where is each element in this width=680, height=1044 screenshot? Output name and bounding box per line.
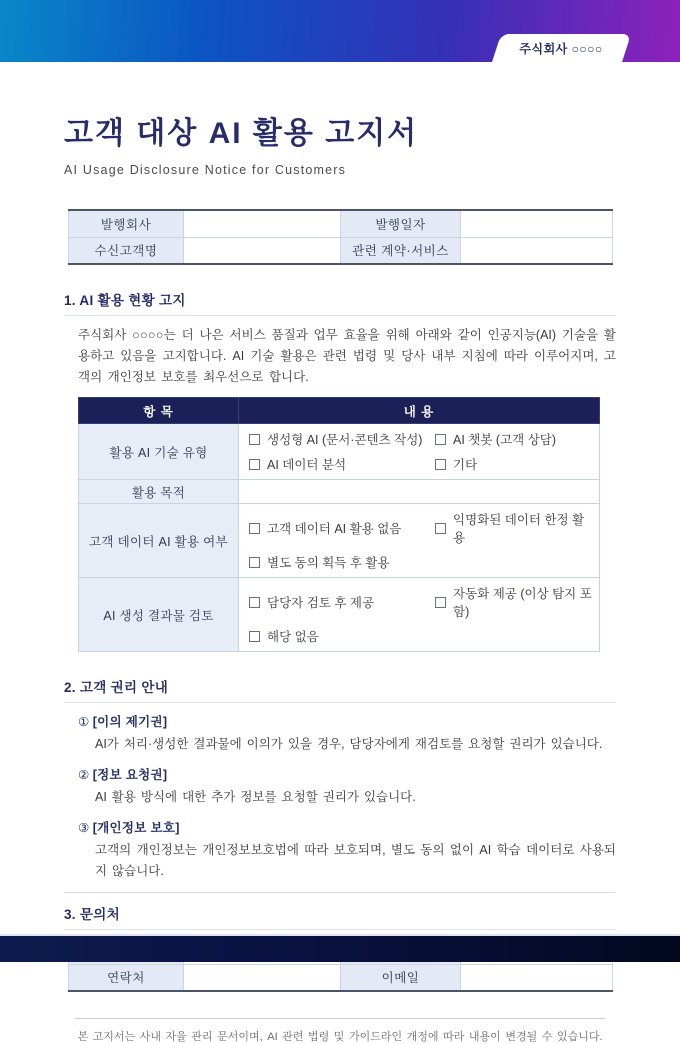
checkbox-icon bbox=[249, 434, 260, 445]
email-value-cell[interactable] bbox=[461, 964, 613, 991]
item-description: 고객의 개인정보는 개인정보보호법에 따라 보호되며, 별도 동의 없이 AI 학습 데이터로 사용되지 않습니다. bbox=[95, 843, 616, 878]
option-ai-data-analysis[interactable]: AI 데이터 분석 bbox=[249, 455, 435, 473]
table-row bbox=[69, 237, 613, 264]
option-automated-delivery[interactable]: 자동화 제공 (이상 탐지 포함) bbox=[435, 584, 595, 620]
item-title: [정보 요청권] bbox=[92, 768, 168, 782]
item-description: AI가 처리·생성한 결과물에 이의가 있을 경우, 담당자에게 재검토를 요청할 권리가 있습니다. bbox=[95, 737, 603, 751]
item-number: ② bbox=[78, 768, 90, 782]
brand-header-bar bbox=[0, 0, 680, 62]
option-anonymized-only[interactable]: 익명화된 데이터 한정 활용 bbox=[435, 510, 595, 546]
checkbox-icon bbox=[249, 523, 260, 534]
right-item-privacy bbox=[78, 818, 616, 882]
section1-heading: 1. AI 활용 현황 고지 bbox=[64, 289, 616, 316]
item-title: [개인정보 보호] bbox=[92, 821, 180, 835]
company-badge bbox=[492, 34, 631, 62]
item-title: [이의 제기권] bbox=[92, 715, 168, 729]
item-number: ③ bbox=[78, 821, 90, 835]
table-row bbox=[79, 578, 600, 652]
checkbox-icon bbox=[249, 631, 260, 642]
checkbox-icon bbox=[435, 459, 446, 470]
row-label-ai-type: 활용 AI 기술 유형 bbox=[79, 424, 239, 480]
checkbox-icon bbox=[249, 459, 260, 470]
option-etc[interactable]: 기타 bbox=[435, 455, 595, 473]
option-human-review[interactable]: 담당자 검토 후 제공 bbox=[249, 584, 435, 620]
ai-usage-table bbox=[78, 397, 600, 652]
issuer-value-cell[interactable] bbox=[184, 210, 341, 237]
table-row bbox=[69, 964, 613, 991]
section2-heading: 2. 고객 권리 안내 bbox=[64, 676, 616, 703]
right-item-information bbox=[78, 765, 616, 808]
recipient-value-cell[interactable] bbox=[184, 237, 341, 264]
purpose-value-cell[interactable] bbox=[239, 480, 600, 504]
option-not-applicable[interactable]: 해당 없음 bbox=[249, 627, 435, 645]
checkbox-icon bbox=[435, 434, 446, 445]
checkbox-icon bbox=[435, 523, 446, 534]
checkbox-icon bbox=[435, 597, 446, 608]
section3-heading: 3. 문의처 bbox=[64, 903, 616, 930]
checkbox-icon bbox=[249, 557, 260, 568]
table-row bbox=[79, 424, 600, 480]
related-service-label: 관련 계약·서비스 bbox=[341, 237, 461, 264]
row-label-output-review: AI 생성 결과물 검토 bbox=[79, 578, 239, 652]
item-description: AI 활용 방식에 대한 추가 정보를 요청할 권리가 있습니다. bbox=[95, 790, 416, 804]
column-header-content: 내 용 bbox=[239, 398, 600, 424]
table-row bbox=[79, 504, 600, 578]
table-row bbox=[79, 480, 600, 504]
issuer-label: 발행회사 bbox=[69, 210, 184, 237]
document-body bbox=[0, 108, 680, 1044]
option-ai-chatbot[interactable]: AI 챗봇 (고객 상담) bbox=[435, 430, 595, 448]
document-info-table bbox=[68, 209, 613, 265]
right-item-objection bbox=[78, 712, 616, 755]
section-divider bbox=[64, 892, 616, 893]
page-subtitle: AI Usage Disclosure Notice for Customers bbox=[64, 163, 347, 177]
issue-date-label: 발행일자 bbox=[341, 210, 461, 237]
table-row bbox=[69, 210, 613, 237]
section1-paragraph: 주식회사 ○○○○는 더 나은 서비스 품질과 업무 효율을 위해 아래와 같이 인공지능(AI) 기술을 활용하고 있음을 고지합니다. AI 기술 활용은 관련 법령 및 당사 내부 지침에 따라 이루어지며, 고객의 개인정보 보호를 최우선으로 합니다. bbox=[78, 328, 616, 384]
phone-value-cell[interactable] bbox=[184, 964, 341, 991]
company-badge-label: 주식회사 ○○○○ bbox=[519, 41, 604, 56]
brand-footer-bar bbox=[0, 934, 680, 962]
column-header-item: 항 목 bbox=[79, 398, 239, 424]
row-label-customer-data: 고객 데이터 AI 활용 여부 bbox=[79, 504, 239, 578]
footer-divider bbox=[75, 1018, 605, 1019]
row-label-purpose: 활용 목적 bbox=[79, 480, 239, 504]
option-no-customer-data[interactable]: 고객 데이터 AI 활용 없음 bbox=[249, 510, 435, 546]
option-separate-consent[interactable]: 별도 동의 획득 후 활용 bbox=[249, 553, 435, 571]
checkbox-icon bbox=[249, 597, 260, 608]
item-number: ① bbox=[78, 715, 90, 729]
option-generative-ai[interactable]: 생성형 AI (문서·콘텐츠 작성) bbox=[249, 430, 435, 448]
phone-label: 연락처 bbox=[69, 964, 184, 991]
recipient-label: 수신고객명 bbox=[69, 237, 184, 264]
footer-note: 본 고지서는 사내 자율 관리 문서이며, AI 관련 법령 및 가이드라인 개정에 따라 내용이 변경될 수 있습니다. bbox=[77, 1031, 603, 1043]
email-label: 이메일 bbox=[341, 964, 461, 991]
issue-date-value-cell[interactable] bbox=[461, 210, 613, 237]
page-title: 고객 대상 AI 활용 고지서 bbox=[64, 117, 419, 150]
related-service-value-cell[interactable] bbox=[461, 237, 613, 264]
